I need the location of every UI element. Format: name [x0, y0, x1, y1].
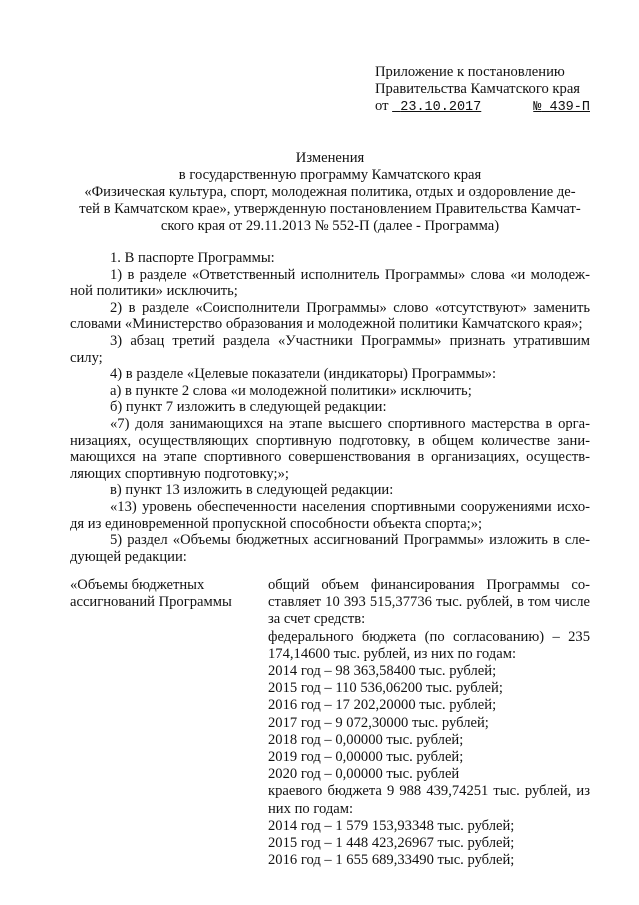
approval-date-value: 23.10.2017: [400, 100, 482, 115]
budget-line: 2014 год – 1 579 153,93348 тыс. рублей;: [268, 817, 515, 834]
budget-line: федерального бюджета (по согласованию) – 235 174,14600 тыс. рублей, из них по годам:: [268, 628, 590, 662]
approval-prefix: от: [375, 98, 389, 114]
paragraph: 2) в разделе «Соисполнители Программы» слово «отсутствуют» заменить словами «Министерство образования и молодежной политики Камчатского края»;: [70, 299, 590, 333]
budget-line: 2014 год – 98 363,58400 тыс. рублей;: [268, 663, 497, 680]
budget-line: общий объем финансирования Программы со- ставляет 10 393 515,37736 тыс. рублей, в том числе за счет средств:: [268, 577, 590, 628]
approval-number: 439-П: [549, 100, 590, 115]
paragraph: 3) абзац третий раздела «Участники Программы» признать утратившим силу;: [70, 332, 590, 366]
document-title: [70, 150, 590, 235]
paragraph: 5) раздел «Объемы бюджетных ассигнований Программы» изложить в сле- дующей редакции:: [70, 532, 590, 565]
budget-table-content: [268, 577, 590, 869]
budget-line: 2015 год – 110 536,06200 тыс. рублей;: [268, 680, 503, 697]
budget-line: 2018 год – 0,00000 тыс. рублей;: [268, 731, 464, 748]
budget-line: краевого бюджета 9 988 439,74251 тыс. рублей, из них по годам:: [268, 783, 590, 817]
budget-line: 2017 год – 9 072,30000 тыс. рублей;: [268, 714, 489, 731]
approval-line-1: Приложение к постановлению: [375, 64, 565, 80]
approval-number-field: [533, 100, 620, 115]
paragraph: в) пункт 13 изложить в следующей редакции:: [110, 482, 394, 499]
budget-line: 2016 год – 1 655 689,33490 тыс. рублей;: [268, 852, 515, 869]
approval-number-label: №: [533, 100, 542, 115]
budget-line: 2020 год – 0,00000 тыс. рублей: [268, 766, 460, 783]
title-heading: Изменения: [295, 150, 365, 166]
title-line-3: «Физическая культура, спорт, молодежная политика, отдых и оздоровление де-: [84, 184, 576, 200]
budget-line: 2019 год – 0,00000 тыс. рублей;: [268, 749, 464, 766]
approval-date: [392, 100, 533, 115]
title-line-5: ского края от 29.11.2013 № 552-П (далее - Программа): [160, 218, 500, 234]
paragraph: 4) в разделе «Целевые показатели (индикаторы) Программы»:: [110, 366, 497, 383]
title-line-4: тей в Камчатском крае», утвержденную постановлением Правительства Камчат-: [79, 201, 581, 217]
budget-line: 2015 год – 1 448 423,26967 тыс. рублей;: [268, 835, 515, 852]
title-line-2: в государственную программу Камчатского края: [178, 167, 482, 183]
approval-line-2: Правительства Камчатского края: [375, 81, 581, 97]
approval-block: [375, 64, 625, 116]
approval-date-line: [375, 98, 625, 116]
budget-line: 2016 год – 17 202,20000 тыс. рублей;: [268, 697, 497, 714]
paragraph: «13) уровень обеспеченности населения спортивными сооружениями исхо- дя из единовременной пропускной способности объекта спорта;»;: [70, 498, 590, 532]
budget-table-label: «Объемы бюджетных ассигнований Программы: [70, 577, 232, 610]
document-body: [70, 250, 590, 565]
paragraph: 1) в разделе «Ответственный исполнитель Программы» слова «и молодеж- ной политики» исключить;: [70, 266, 590, 300]
paragraph: а) в пункте 2 слова «и молодежной политики» исключить;: [110, 382, 472, 399]
paragraph: 1. В паспорте Программы:: [110, 250, 275, 266]
paragraph: «7) доля занимающихся на этапе высшего спортивного мастерства в орга- низациях, осуществляющих спортивную подготовку, в общем количестве зани- мающихся на этапе спортивного совершенствования в организациях, осуществ- ляющих спортивную подготовку;»;: [70, 415, 590, 482]
paragraph: б) пункт 7 изложить в следующей редакции:: [110, 399, 387, 416]
